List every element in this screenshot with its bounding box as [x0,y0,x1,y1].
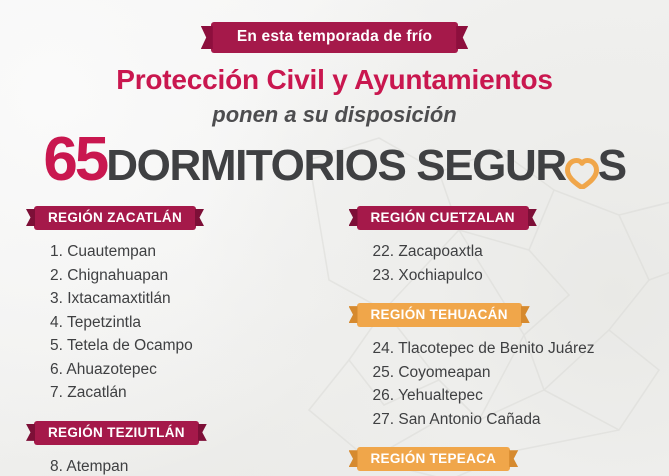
headline-institutions: Protección Civil y Ayuntamientos [116,64,553,95]
list-item: 2. Chignahuapan [50,266,169,284]
column-left [34,206,335,476]
region-header-tepeaca: REGIÓN TEPEACA [357,447,511,471]
list-item: 3. Ixtacamaxtitlán [50,290,171,308]
headline-trailing-letter: S [597,141,626,190]
list-item: 7. Zacatlán [50,384,127,402]
list-item: 22. Zacapoaxtla [372,243,483,260]
region-group-tepeaca [357,447,636,476]
heart-icon [565,156,599,188]
headline-subtitle: ponen a su disposición [212,102,457,127]
poster-header [0,22,669,194]
region-group-cuetzalan [357,206,636,287]
list-item: 25. Coyomeapan [372,363,491,381]
region-header-teziutlan: REGIÓN TEZIUTLÁN [34,421,199,445]
season-ribbon: En esta temporada de frío [211,22,458,53]
list-item: 1. Cuautempan [50,243,156,260]
region-group-tehuacan [357,303,636,431]
region-header-cuetzalan: REGIÓN CUETZALAN [357,206,529,230]
region-list-zacatlan [34,240,335,405]
region-list-teziutlan [34,455,335,476]
list-item: 4. Tepetzintla [50,313,142,331]
list-item: 26. Yehualtepec [372,387,483,405]
list-item: 5. Tetela de Ocampo [50,337,193,355]
list-item: 27. San Antonio Cañada [372,410,541,428]
region-header-zacatlan: REGIÓN ZACATLÁN [34,206,196,230]
list-item: 24. Tlacotepec de Benito Juárez [372,340,595,358]
region-header-tehuacan: REGIÓN TEHUACÁN [357,303,522,327]
headline-count-row [0,124,669,194]
region-list-cuetzalan [357,240,636,287]
headline-dormitorios-seguros: DORMITORIOS SEGUR [106,141,566,190]
list-item: 8. Atempan [50,457,129,475]
region-group-teziutlan [34,421,335,476]
region-group-zacatlan [34,206,335,405]
column-right [335,206,636,476]
list-item: 23. Xochiapulco [372,266,483,284]
region-columns [0,206,669,476]
region-list-tehuacan [357,337,636,431]
list-item: 6. Ahuazotepec [50,360,157,378]
shelter-count: 65 [43,124,107,194]
